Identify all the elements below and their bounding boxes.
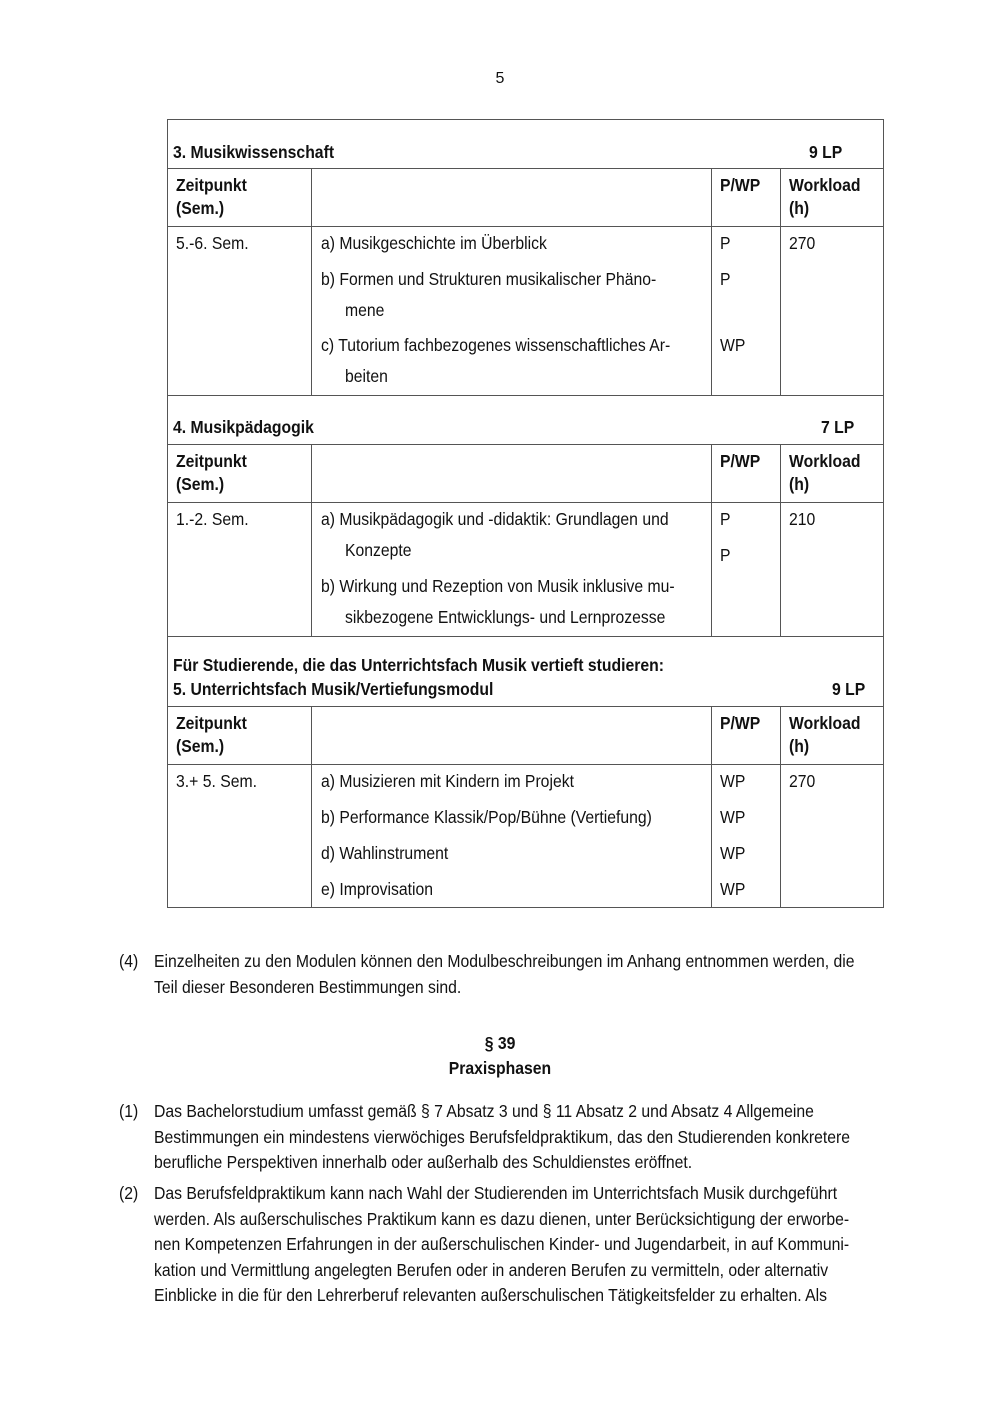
table-body (168, 503, 883, 637)
header-zeitpunkt: Zeitpunkt (Sem.) (176, 713, 247, 756)
pwp-cell: P (720, 269, 731, 289)
module-title: 3. Musikwissenschaft (173, 142, 335, 162)
header-workload: Workload (h) (789, 451, 861, 494)
pwp-cell: WP (720, 771, 746, 791)
section-title: Praxisphasen (448, 1058, 552, 1078)
header-pwp: P/WP (720, 713, 761, 733)
page-number: 5 (495, 70, 505, 87)
module-intro: Für Studierende, die das Unterrichtsfach Musik vertieft studieren: (173, 655, 664, 675)
module-title-row (168, 635, 883, 707)
module-title-row (168, 395, 883, 445)
module-title: 5. Unterrichtsfach Musik/Vertiefungsmodul (173, 679, 494, 699)
paragraph-number: (1) (119, 1101, 139, 1121)
header-workload: Workload (h) (789, 713, 861, 756)
workload-cell: 210 (789, 509, 816, 529)
list-item: a) Musikgeschichte im Überblick (321, 233, 547, 253)
paragraph-text: Das Bachelorstudium umfasst gemäß § 7 Absatz 3 und § 11 Absatz 2 und Absatz 4 Allgemeine Bestimmungen ein mindestens vierwöchiges Berufsfeldpraktikum, das den Studierenden konkretere berufliche Perspektiven innerhalb oder außerhalb des Schuldienstes eröffnet. (154, 1101, 851, 1172)
paragraph-number: (4) (119, 951, 139, 971)
paragraph-text: Das Berufsfeldpraktikum kann nach Wahl der Studierenden im Unterrichtsfach Musik durchgeführt werden. Als außerschulisches Praktikum kann es dazu dienen, unter Berücksichtigung der erworbe- nen Kompetenzen Erfahrungen in der außerschulischen Kinder- und Jugendarbeit, in auf Kommuni- kation und Vermittlung angelegten Berufen oder in anderen Berufen zu vermitteln, oder alternativ Einblicke in die für den Lehrerberuf relevanten außerschulischen Tätigkeitsfelder zu erhalten. Als (154, 1183, 850, 1305)
table-body (168, 227, 883, 396)
table-header (168, 707, 883, 765)
module-table-musikpaedagogik (167, 395, 884, 637)
header-pwp: P/WP (720, 175, 761, 195)
list-item: d) Wahlinstrument (321, 843, 449, 863)
list-item: b) Performance Klassik/Pop/Bühne (Vertiefung) (321, 807, 652, 827)
pwp-cell: WP (720, 843, 746, 863)
workload-cell: 270 (789, 771, 816, 791)
pwp-cell: P (720, 233, 731, 253)
list-item: e) Improvisation (321, 879, 434, 899)
table-header (168, 169, 883, 227)
module-table-musikwissenschaft (167, 119, 884, 396)
list-item: b) Wirkung und Rezeption von Musik inklusive mu- sikbezogene Entwicklungs- und Lernprozesse (321, 576, 675, 627)
header-pwp: P/WP (720, 451, 761, 471)
module-credits: 9 LP (832, 679, 866, 699)
list-item: a) Musikpädagogik und -didaktik: Grundlagen und Konzepte (321, 509, 669, 560)
list-item: b) Formen und Strukturen musikalischer Phäno- mene (321, 269, 657, 320)
header-zeitpunkt: Zeitpunkt (Sem.) (176, 451, 247, 494)
module-table-vertiefungsmodul (167, 635, 884, 908)
table-body (168, 765, 883, 908)
semester-cell: 1.-2. Sem. (176, 509, 249, 529)
module-credits: 7 LP (821, 417, 855, 437)
paragraph-number: (2) (119, 1183, 139, 1203)
module-title: 4. Musikpädagogik (173, 417, 314, 437)
header-workload: Workload (h) (789, 175, 861, 218)
pwp-cell: WP (720, 335, 746, 355)
pwp-cell: P (720, 509, 731, 529)
section-number: § 39 (484, 1033, 516, 1053)
module-title-row (168, 120, 883, 169)
list-item: c) Tutorium fachbezogenes wissenschaftliches Ar- beiten (321, 335, 671, 386)
paragraph-text: Einzelheiten zu den Modulen können den Modulbeschreibungen im Anhang entnommen werden, die Teil dieser Besonderen Bestimmungen sind. (154, 951, 855, 997)
list-item: a) Musizieren mit Kindern im Projekt (321, 771, 574, 791)
workload-cell: 270 (789, 233, 816, 253)
pwp-cell: WP (720, 807, 746, 827)
table-header (168, 445, 883, 503)
pwp-cell: WP (720, 879, 746, 899)
header-zeitpunkt: Zeitpunkt (Sem.) (176, 175, 247, 218)
section-heading (0, 1031, 1000, 1081)
pwp-cell: P (720, 545, 731, 565)
semester-cell: 3.+ 5. Sem. (176, 771, 257, 791)
module-credits: 9 LP (809, 142, 843, 162)
semester-cell: 5.-6. Sem. (176, 233, 249, 253)
